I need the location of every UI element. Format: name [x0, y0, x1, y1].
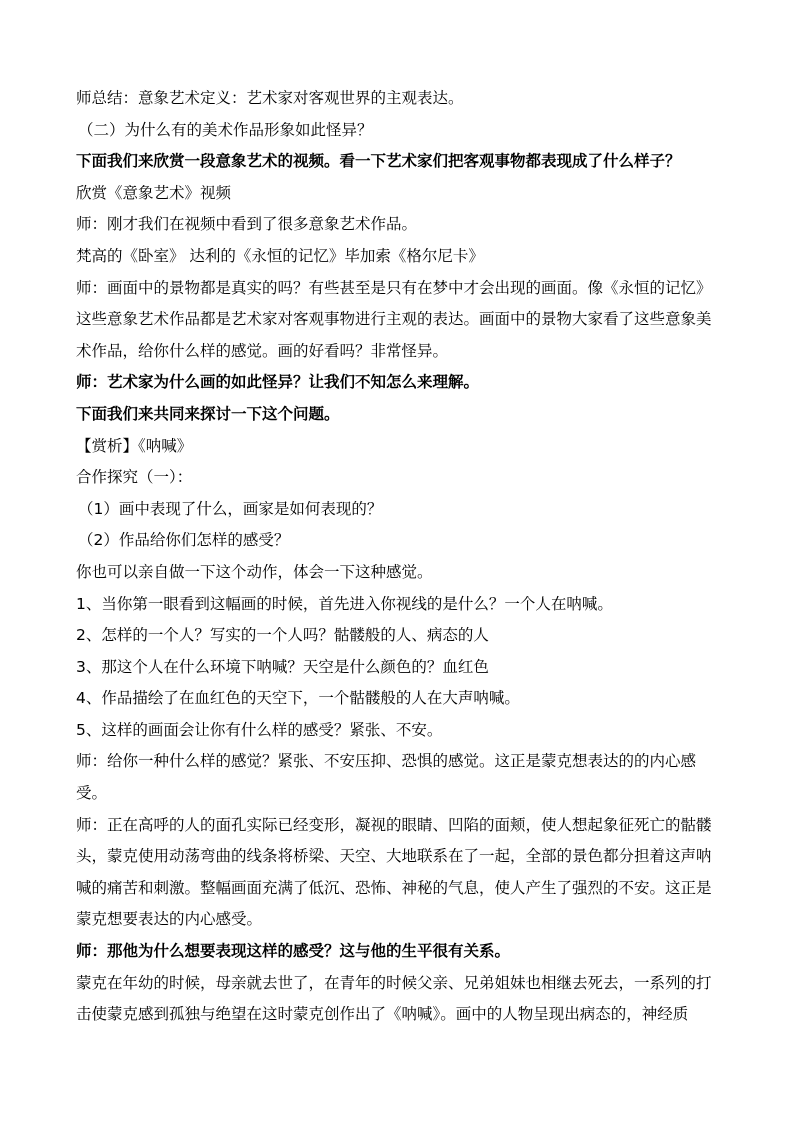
document-page: [76, 83, 722, 1031]
try-action-line: 你也可以亲自做一下这个动作，体会一下这种感觉。: [76, 562, 433, 581]
teacher-feeling-paragraph: 师：给你一种什么样的感觉？紧张、不安压抑、恐惧的感觉。这正是蒙克想表达的的内心感受。: [76, 752, 697, 803]
teacher-question-bold: 师：艺术家为什么画的如此怪异？让我们不知怎么来理解。: [76, 373, 480, 392]
video-intro-bold: 下面我们来欣赏一段意象艺术的视频。看一下艺术家们把客观事物都表现成了什么样子？: [76, 152, 681, 171]
list-item-5: 5、这样的画面会让你有什么样的感受？紧张、不安。: [76, 720, 443, 739]
list-item-1: 1、当你第一眼看到这幅画的时候，首先进入你视线的是什么？一个人在呐喊。: [76, 594, 613, 613]
artworks-list: 梵高的《卧室》 达利的《永恒的记忆》毕加索《格尔尼卡》: [76, 246, 484, 265]
question-two: （2）作品给你们怎样的感受？: [78, 531, 290, 550]
list-item-3: 3、那这个人在什么环境下呐喊？天空是什么颜色的？血红色: [76, 657, 489, 676]
list-item-2: 2、怎样的一个人？写实的一个人吗？骷髅般的人、病态的人: [76, 626, 489, 645]
section-two-heading: （二）为什么有的美术作品形象如此怪异？: [78, 120, 373, 139]
munch-biography-paragraph: 蒙克在年幼的时候，母亲就去世了，在青年的时候父亲、兄弟姐妹也相继去死去，一系列的打击使蒙克感到孤独与绝望在这时蒙克创作出了《呐喊》。画中的人物呈现出病态的，神经质: [76, 973, 712, 1024]
question-one: （1）画中表现了什么，画家是如何表现的？: [78, 499, 383, 518]
appreciation-heading: 【赏析】《呐喊》: [76, 436, 193, 455]
teacher-biography-question-bold: 师：那他为什么想要表现这样的感受？这与他的生平很有关系。: [76, 942, 511, 961]
watch-video-line: 欣赏《意象艺术》视频: [76, 183, 232, 202]
teacher-paragraph-real: 师：画面中的景物都是真实的吗？有些甚至是只有在梦中才会出现的画面。像《永恒的记忆》这些意象艺术作品都是艺术家对客观事物进行主观的表达。画面中的景物大家看了这些意象美术作品，给你什么样的感觉。画的好看吗？非常怪异。: [76, 278, 712, 360]
list-item-4: 4、作品描绘了在血红色的天空下，一个骷髅般的人在大声呐喊。: [76, 689, 520, 708]
summary-definition: 师总结：意象艺术定义：艺术家对客观世界的主观表达。: [76, 89, 464, 107]
teacher-line-video: 师：刚才我们在视频中看到了很多意象艺术作品。: [76, 215, 418, 234]
explore-intro-bold: 下面我们来共同来探讨一下这个问题。: [76, 404, 340, 423]
cooperative-inquiry-heading: 合作探究（一）：: [76, 468, 193, 487]
teacher-analysis-paragraph: 师：正在高呼的人的面孔实际已经变形，凝视的眼睛、凹陷的面颊，使人想起象征死亡的骷髅头，蒙克使用动荡弯曲的线条将桥梁、天空、大地联系在了一起，全部的景色都分担着这声呐喊的痛苦和刺激。整幅画面充满了低沉、恐怖、神秘的气息，使人产生了强烈的不安。这正是蒙克想要表达的内心感受。: [76, 815, 712, 929]
